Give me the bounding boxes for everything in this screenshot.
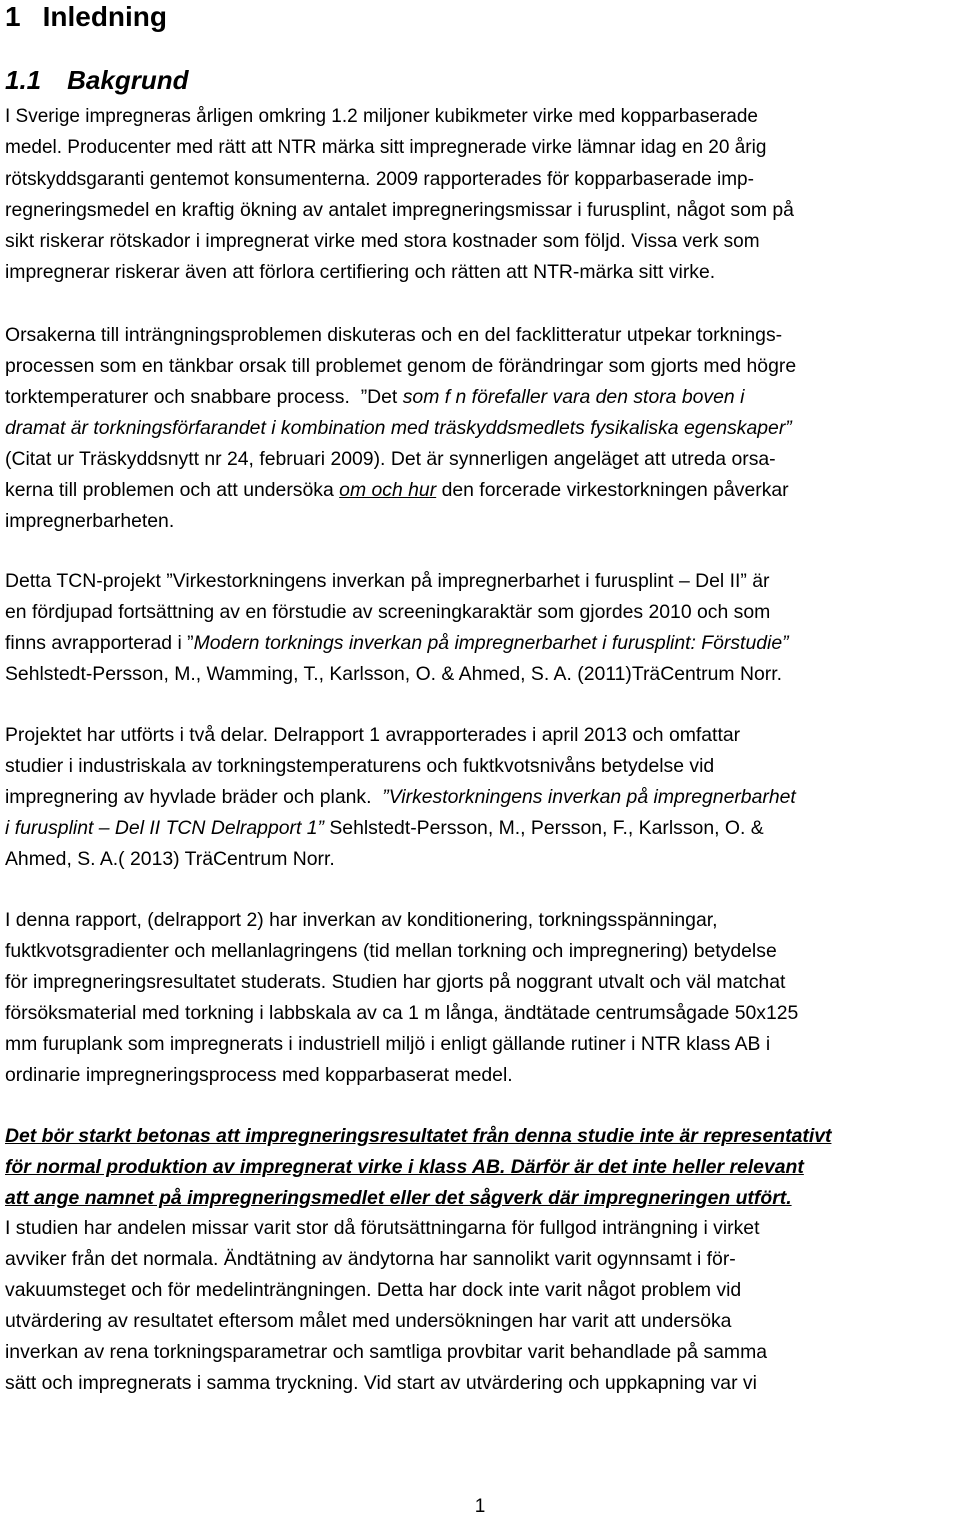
quote-text: dramat är torkningsförfarandet i kombination med träskyddsmedlets fysikaliska egenskaper” [5, 417, 792, 439]
text-line: impregnerbarheten. [5, 510, 175, 532]
subheading-title: Bakgrund [67, 65, 189, 95]
text-line: I denna rapport, (delrapport 2) har inverkan av konditionering, torkningsspänningar, [5, 909, 718, 931]
text-line: regneringsmedel en kraftig ökning av antalet impregneringsmissar i furusplint, något som på [5, 199, 794, 221]
text-line: Orsakerna till inträngningsproblemen diskuteras och en del facklitteratur utpekar torknings- [5, 324, 783, 346]
text-line: (Citat ur Träskyddsnytt nr 24, februari 2009). Det är synnerligen angeläget att utreda orsa- [5, 448, 776, 470]
text-line: avviker från det normala. Ändtätning av ändytorna har sannolikt varit ogynnsamt i för- [5, 1248, 736, 1270]
text-line: en fördjupad fortsättning av en förstudie av screeningkaraktär som gjordes 2010 och som [5, 601, 771, 623]
text-line: utvärdering av resultatet eftersom målet med undersökningen har varit att undersöka [5, 1310, 732, 1332]
quote-text: som f n förefaller vara den stora boven i [402, 386, 745, 408]
text-line: studier i industriskala av torkningstemperaturens och fuktkvotsnivåns betydelse vid [5, 755, 715, 777]
text-line: Projektet har utförts i två delar. Delrapport 1 avrapporterades i april 2013 och omfattar [5, 724, 741, 746]
heading-title: Inledning [42, 1, 168, 32]
text-line: processen som en tänkbar orsak till problemet genom de förändringar som gjorts med högre [5, 355, 797, 377]
text-line: ordinarie impregneringsprocess med kopparbaserat medel. [5, 1064, 513, 1086]
text-line: sikt riskerar rötskador i impregnerat virke med stora kostnader som följd. Vissa verk som [5, 230, 760, 252]
text-line: vakuumsteget och för medelinträngningen. Detta har dock inte varit något problem vid [5, 1279, 742, 1301]
text-line: finns avrapporterad i ”Modern torknings inverkan på impregnerbarhet i furusplint: Förstudie” [5, 632, 789, 654]
text-line: impregnerar riskerar även att förlora certifiering och rätten att NTR-märka sitt virke. [5, 261, 716, 283]
text-line: i furusplint – Del II TCN Delrapport 1” Sehlstedt-Persson, M., Persson, F., Karlsson, O. & [5, 817, 764, 839]
text-line: mm furuplank som impregnerats i industriell miljö i enligt gällande rutiner i NTR klass AB i [5, 1033, 771, 1055]
page-number: 1 [474, 1496, 486, 1517]
reference-title: ”Virkestorkningens inverkan på impregnerbarhet [382, 786, 796, 808]
text-line: I studien har andelen missar varit stor då förutsättningarna för fullgod inträngning i virket [5, 1217, 760, 1239]
heading-level-2 [5, 64, 189, 96]
text-line: medel. Producenter med rätt att NTR märka sitt impregnerade virke lämnar idag en 20 årig [5, 137, 767, 158]
text-line: torktemperaturer och snabbare process. ”Det som f n förefaller vara den stora boven i [5, 386, 745, 408]
text-line: kerna till problemen och att undersöka om och hur den forcerade virkestorkningen påverkar [5, 479, 789, 501]
text-line: Detta TCN-projekt ”Virkestorkningens inverkan på impregnerbarhet i furusplint – Del II” är [5, 570, 770, 592]
heading-number: 1 [5, 1, 21, 32]
text-line: inverkan av rena torkningsparametrar och samtliga provbitar varit behandlade på samma [5, 1341, 768, 1363]
subheading-number: 1.1 [5, 65, 42, 95]
text-line: sätt och impregnerats i samma tryckning. Vid start av utvärdering och uppkapning var vi [5, 1372, 757, 1394]
text-line: Ahmed, S. A.( 2013) TräCentrum Norr. [5, 848, 335, 870]
text-line: för impregneringsresultatet studerats. Studien har gjorts på noggrant utvalt och väl matchat [5, 971, 786, 993]
text-line: Sehlstedt-Persson, M., Wamming, T., Karlsson, O. & Ahmed, S. A. (2011)TräCentrum Norr. [5, 663, 782, 685]
reference-title: Modern torknings inverkan på impregnerbarhet i furusplint: Förstudie” [193, 632, 789, 654]
text-line: impregnering av hyvlade bräder och plank. ”Virkestorkningens inverkan på impregnerbarhet [5, 786, 796, 808]
text-line: I Sverige impregneras årligen omkring 1.2 miljoner kubikmeter virke med kopparbaserade [5, 106, 758, 127]
text-line: fuktkvotsgradienter och mellanlagringens (tid mellan torkning och impregnering) betydelse [5, 940, 777, 962]
emphasis-text: för normal produktion av impregnerat virke i klass AB. Därför är det inte heller relevant [5, 1156, 804, 1178]
reference-title: i furusplint – Del II TCN Delrapport 1” [5, 817, 324, 839]
text-line: rötskyddsgaranti gentemot konsumenterna. 2009 rapporterades för kopparbaserade imp- [5, 169, 754, 190]
emphasis-text: om och hur [339, 479, 437, 501]
emphasis-text: Det bör starkt betonas att impregneringsresultatet från denna studie inte är representativt [5, 1125, 832, 1147]
emphasis-text: att ange namnet på impregneringsmedlet eller det sågverk där impregneringen utfört. [5, 1187, 792, 1209]
heading-level-1 [5, 0, 167, 34]
text-line: försöksmaterial med torkning i labbskala av ca 1 m långa, ändtätade centrumsågade 50x125 [5, 1002, 799, 1024]
